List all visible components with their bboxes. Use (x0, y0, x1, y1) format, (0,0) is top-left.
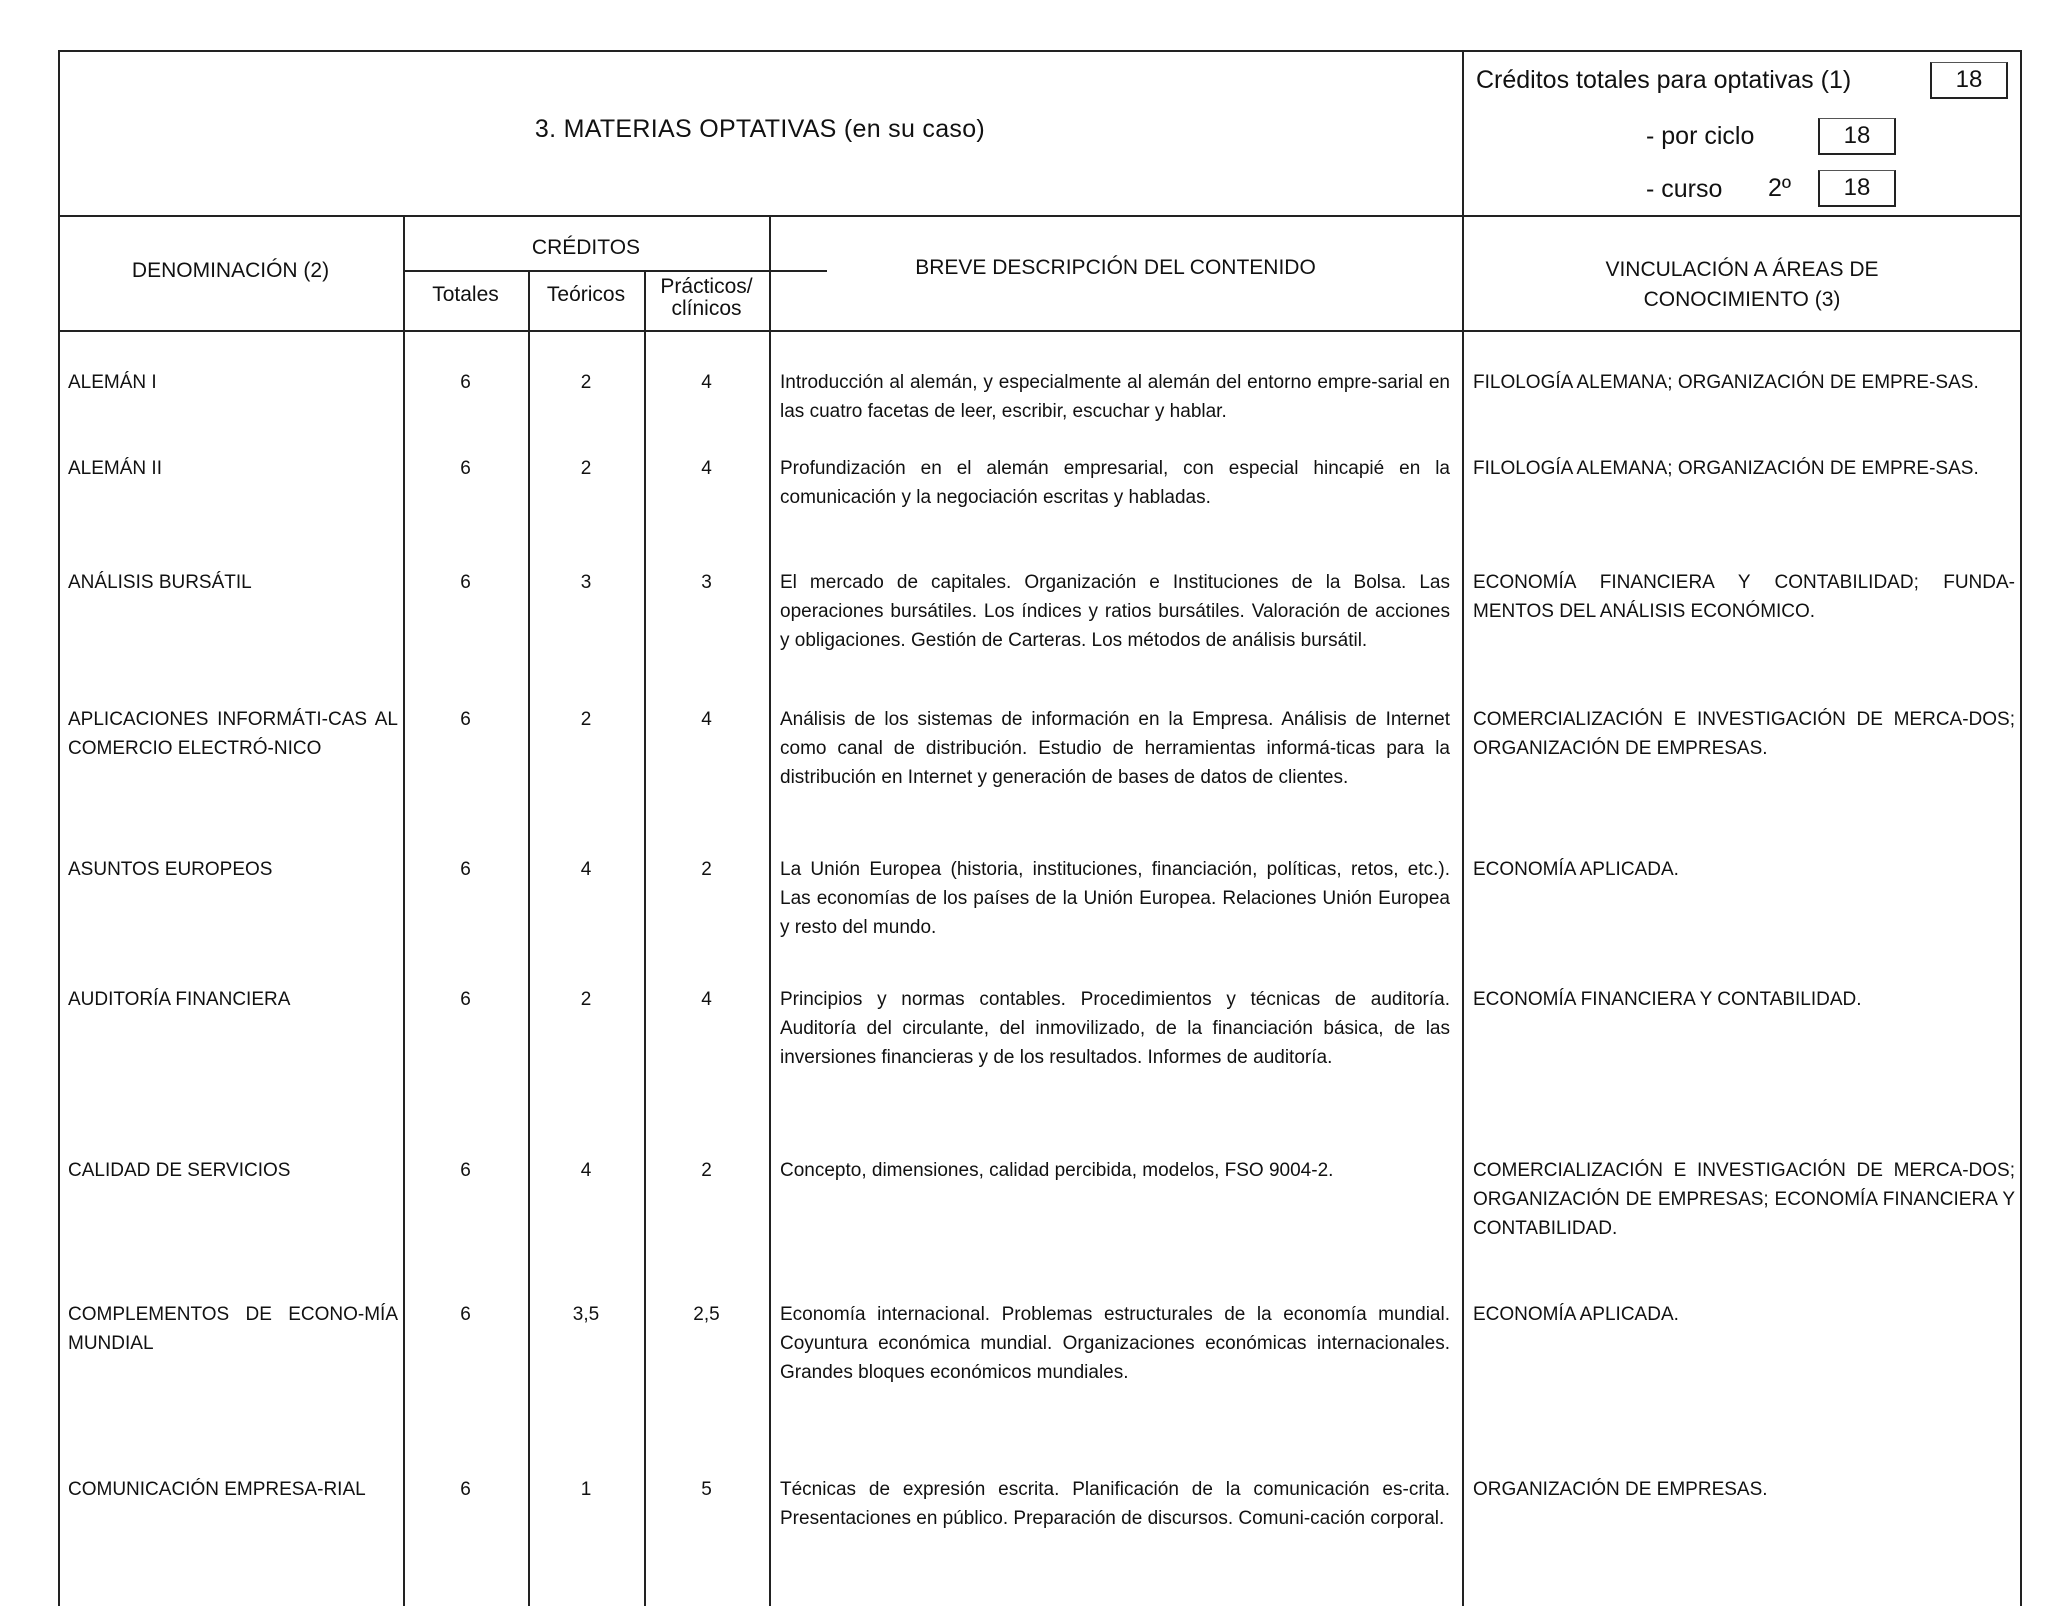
credits-practice: 4 (701, 372, 712, 393)
course-number: 2º (1768, 174, 1792, 202)
credits-theory: 1 (580, 1479, 592, 1500)
credits-practice: 2 (701, 859, 712, 880)
credits-column-rule (403, 215, 405, 1606)
knowledge-areas: ECONOMÍA FINANCIERA Y CONTABILIDAD. (1473, 989, 1862, 1010)
credits-total-box: 18 (1930, 62, 2008, 99)
subject-name: ALEMÁN II (68, 458, 162, 479)
col-header-theory: Teóricos (546, 283, 626, 306)
credits-theory: 4 (580, 859, 592, 880)
credits-total: 6 (460, 1479, 471, 1500)
header-divider (58, 215, 2022, 217)
credits-subheader-rule (403, 270, 827, 272)
subject-name: COMPLEMENTOS DE ECONO-MÍA MUNDIAL (68, 1304, 398, 1354)
col-header-practice-line2: clínicos (671, 297, 742, 320)
knowledge-areas: COMERCIALIZACIÓN E INVESTIGACIÓN DE MERCA-DOS; ORGANIZACIÓN DE EMPRESAS; ECONOMÍA FINANCIERA Y CONTABILIDAD. (1473, 1160, 2015, 1239)
course-box: 18 (1818, 170, 1896, 207)
knowledge-areas: COMERCIALIZACIÓN E INVESTIGACIÓN DE MERCA-DOS; ORGANIZACIÓN DE EMPRESAS. (1473, 709, 2015, 759)
credits-practice: 4 (701, 458, 712, 479)
credits-theory: 2 (580, 709, 592, 730)
column-header-divider (58, 330, 2022, 332)
subject-description: Principios y normas contables. Procedimientos y técnicas de auditoría. Auditoría del circulante, del inmovilizado, de la financiación básica, de las inversiones financieras y de los resultados. Informes de auditoría. (780, 989, 1450, 1068)
credits-total: 6 (460, 859, 471, 880)
optional-subjects-form (58, 50, 2022, 1606)
subject-description: Concepto, dimensiones, calidad percibida, modelos, FSO 9004-2. (780, 1160, 1334, 1181)
credits-practice: 2 (701, 1160, 712, 1181)
subject-name: ANÁLISIS BURSÁTIL (68, 572, 252, 593)
credits-theory: 3,5 (572, 1304, 600, 1325)
col-header-totals: Totales (432, 283, 499, 306)
per-cycle-label: - por ciclo (1646, 122, 1755, 150)
knowledge-areas: ECONOMÍA APLICADA. (1473, 1304, 1679, 1325)
subject-name: CALIDAD DE SERVICIOS (68, 1160, 291, 1181)
subject-description: La Unión Europea (historia, instituciones, financiación, políticas, retos, etc.). Las economías de los países de la Unión Europea. Relaciones Unión Europea y resto del mundo. (780, 859, 1450, 938)
col-header-description: BREVE DESCRIPCIÓN DEL CONTENIDO (915, 256, 1316, 279)
credits-total: 6 (460, 1304, 471, 1325)
credits-theory: 2 (580, 989, 592, 1010)
subject-name: COMUNICACIÓN EMPRESA-RIAL (68, 1479, 366, 1500)
credits-practice: 4 (701, 709, 712, 730)
subject-description: El mercado de capitales. Organización e Instituciones de la Bolsa. Las operaciones bursátiles. Los índices y ratios bursátiles. Valoración de acciones y obligaciones. Gestión de Carteras. Los métodos de análisis bursátil. (780, 572, 1450, 651)
credits-theory: 2 (580, 458, 592, 479)
credits-theory: 3 (580, 572, 592, 593)
col-header-credits: CRÉDITOS (531, 236, 641, 259)
knowledge-areas: FILOLOGÍA ALEMANA; ORGANIZACIÓN DE EMPRE-SAS. (1473, 458, 1979, 479)
subject-description: Profundización en el alemán empresarial, con especial hincapié en la comunicación y la negociación escritas y habladas. (780, 458, 1450, 508)
col-header-areas (1462, 255, 2022, 315)
col-header-practice (644, 276, 769, 320)
col-header-practice-line1: Prácticos/ (660, 275, 753, 298)
credits-practice: 4 (701, 989, 712, 1010)
subject-name: AUDITORÍA FINANCIERA (68, 989, 291, 1010)
col-header-areas-line1: VINCULACIÓN A ÁREAS DE (1605, 258, 1879, 281)
credits-theory: 2 (580, 372, 592, 393)
knowledge-areas: ECONOMÍA APLICADA. (1473, 859, 1679, 880)
knowledge-areas: ORGANIZACIÓN DE EMPRESAS. (1473, 1479, 1768, 1500)
credits-total-label: Créditos totales para optativas (1) (1476, 66, 1852, 94)
per-cycle-box: 18 (1818, 118, 1896, 155)
credits-practice: 2,5 (693, 1304, 720, 1325)
knowledge-areas: FILOLOGÍA ALEMANA; ORGANIZACIÓN DE EMPRE-SAS. (1473, 372, 1979, 393)
description-column-rule (769, 215, 771, 1606)
subject-name: ALEMÁN I (68, 372, 157, 393)
credits-practice: 5 (701, 1479, 712, 1500)
knowledge-areas: ECONOMÍA FINANCIERA Y CONTABILIDAD; FUNDA-MENTOS DEL ANÁLISIS ECONÓMICO. (1473, 572, 2015, 622)
credits-total: 6 (460, 572, 471, 593)
course-label: - curso (1646, 175, 1723, 203)
subject-description: Análisis de los sistemas de información en la Empresa. Análisis de Internet como canal de distribución. Estudio de herramientas informá-ticas para la distribución en Internet y generación de bases de datos de clientes. (780, 709, 1450, 788)
page-title: 3. MATERIAS OPTATIVAS (en su caso) (534, 115, 986, 143)
col-header-areas-line2: CONOCIMIENTO (3) (1643, 288, 1841, 311)
col-header-name: DENOMINACIÓN (2) (131, 259, 330, 282)
subject-description: Economía internacional. Problemas estructurales de la economía mundial. Coyuntura económica mundial. Organizaciones económicas internacionales. Grandes bloques económicos mundiales. (780, 1304, 1450, 1383)
credits-theory: 4 (580, 1160, 592, 1181)
credits-total: 6 (460, 458, 471, 479)
subject-name: ASUNTOS EUROPEOS (68, 859, 273, 880)
credits-total: 6 (460, 989, 471, 1010)
credits-practice: 3 (701, 572, 712, 593)
subject-name: APLICACIONES INFORMÁTI-CAS AL COMERCIO ELECTRÓ-NICO (68, 709, 398, 759)
subject-description: Introducción al alemán, y especialmente al alemán del entorno empre-sarial en las cuatro facetas de leer, escribir, escuchar y hablar. (780, 372, 1450, 422)
credits-total: 6 (460, 709, 471, 730)
subject-description: Técnicas de expresión escrita. Planificación de la comunicación es-crita. Presentaciones en público. Preparación de discursos. Comuni-cación corporal. (780, 1479, 1450, 1529)
credits-total: 6 (460, 1160, 471, 1181)
credits-total: 6 (460, 372, 471, 393)
